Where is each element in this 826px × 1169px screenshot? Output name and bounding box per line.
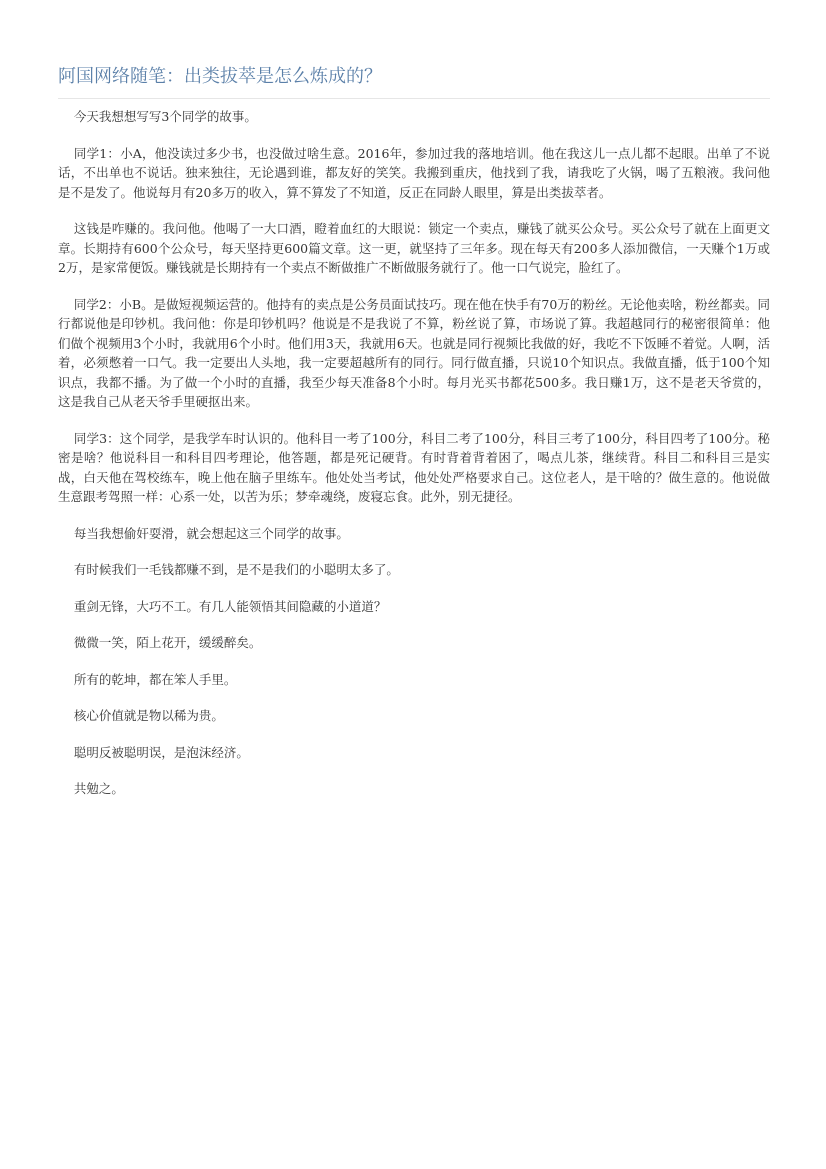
paragraph-reflection-3: 重剑无锋，大巧不工。有几人能领悟其间隐藏的小道道？ xyxy=(73,598,387,614)
paragraph-reflection-4: 微微一笑，陌上花开，缓缓醉矣。 xyxy=(73,635,262,650)
paragraph-reflection-2: 有时候我们一毛钱都赚不到，是不是我们的小聪明太多了。 xyxy=(73,562,399,577)
article-title: 阿国网络随笔：出类拔萃是怎么炼成的？ xyxy=(58,66,382,87)
article-body xyxy=(58,107,770,816)
paragraph-reflection-5: 所有的乾坤，都在笨人手里。 xyxy=(73,671,237,687)
paragraph-reflection-7: 聪明反被聪明误，是泡沫经济。 xyxy=(73,744,249,760)
paragraph-intro: 今天我想想写写3个同学的故事。 xyxy=(73,109,257,124)
paragraph-closing: 共勉之。 xyxy=(73,781,124,796)
paragraph-reflection-1: 每当我想偷奸耍滑，就会想起这三个同学的故事。 xyxy=(73,525,349,541)
paragraph-classmate-2: 同学2：小B。是做短视频运营的。他持有的卖点是公务员面试技巧。现在他在快手有70万的粉丝。无论他卖啥，粉丝都卖。同行都说他是印钞机。我问他：你是印钞机吗？他说是不是我说了不算，粉丝说了算，市场说了算。我超越同行的秘密很简单：他们做个视频用3个小时，我就用6个小时。他们用3天，我就用6天。也就是同行视频比我做的好，我吃不下饭睡不着觉。人啊，活着，必须憋着一口气。我一定要出人头地，我一定要超越所有的同行。同行做直播，只说10个知识点。我做直播，低于100个知识点，我都不播。为了做一个小时的直播，我至少每天准备8个小时。每月光买书都花500多。我日赚1万，这不是老天爷赏的，这是我自己从老天爷手里硬抠出来。 xyxy=(58,296,770,409)
paragraph-reflection-6: 核心价值就是物以稀为贵。 xyxy=(73,708,224,723)
paragraph-classmate-1-method: 这钱是咋赚的。我问他。他喝了一大口酒，瞪着血红的大眼说：锁定一个卖点，赚钱了就买公众号。买公众号了就在上面更文章。长期持有600个公众号，每天坚持更600篇文章。这一更，就坚持了三年多。现在每天有200多人添加微信，一天赚个1万或2万，是家常便饭。赚钱就是长期持有一个卖点不断做推广不断做服务就行了。他一口气说完，脸红了。 xyxy=(58,221,770,275)
paragraph-classmate-3: 同学3：这个同学，是我学车时认识的。他科目一考了100分，科目二考了100分，科目三考了100分，科目四考了100分。秘密是啥？他说科目一和科目四考理论，他答题，都是死记硬背。有时背着背着困了，喝点儿茶，继续背。科目二和科目三是实战，白天他在驾校练车，晚上他在脑子里练车。他处处当考试，他处处严格要求自己。这位老人，是干啥的？做生意的。他说做生意跟考驾照一样：心系一处，以苦为乐；梦牵魂绕，废寝忘食。此外，别无捷径。 xyxy=(58,430,770,504)
paragraph-classmate-1: 同学1：小A，他没读过多少书，也没做过啥生意。2016年，参加过我的落地培训。他在我这儿一点儿都不起眼。出单了不说话，不出单也不说话。独来独往，无论遇到谁，都友好的笑笑。我搬到重庆，他找到了我，请我吃了火锅，喝了五粮液。我问他是不是发了。他说每月有20多万的收入，算不算发了不知道，反正在同龄人眼里，算是出类拔萃者。 xyxy=(58,145,770,200)
title-divider xyxy=(58,98,770,99)
